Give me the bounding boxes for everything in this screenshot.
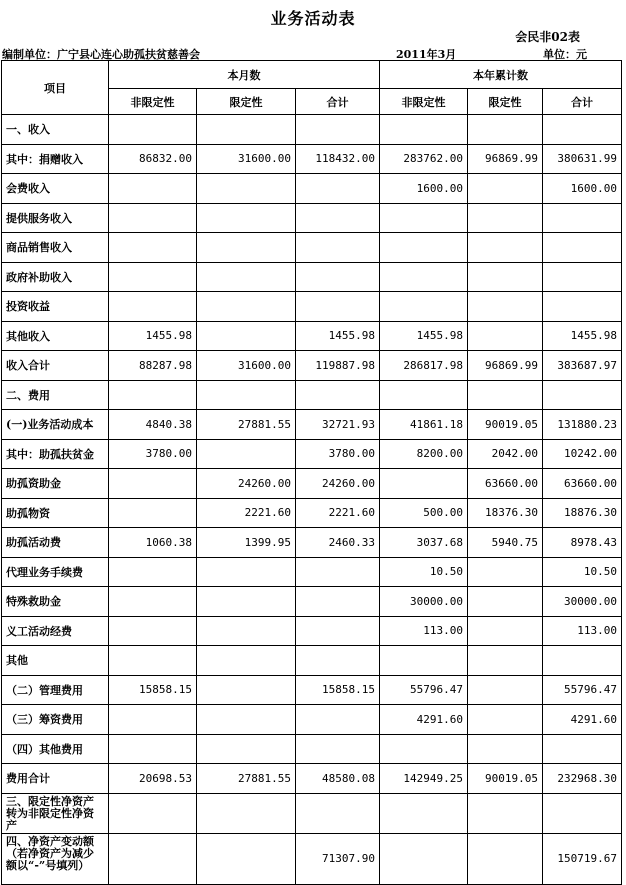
value-cell	[543, 793, 622, 833]
value-cell: 27881.55	[197, 410, 296, 440]
value-cell	[380, 646, 468, 676]
value-cell: 283762.00	[380, 144, 468, 174]
value-cell	[380, 833, 468, 884]
value-cell	[296, 380, 380, 410]
value-cell	[468, 734, 543, 764]
row-label: 助孤活动费	[2, 528, 109, 558]
value-cell: 48580.08	[296, 764, 380, 794]
value-cell	[543, 233, 622, 263]
value-cell: 41861.18	[380, 410, 468, 440]
value-cell: 383687.97	[543, 351, 622, 381]
row-label: （二）管理费用	[2, 675, 109, 705]
value-cell	[197, 292, 296, 322]
table-row	[2, 144, 622, 174]
column-header-total: 合计	[296, 89, 380, 115]
value-cell	[468, 380, 543, 410]
table-row	[2, 528, 622, 558]
value-cell	[380, 380, 468, 410]
column-header-unrestricted: 非限定性	[380, 89, 468, 115]
value-cell	[296, 646, 380, 676]
value-cell: 10.50	[380, 557, 468, 587]
table-body	[2, 115, 622, 885]
column-header-item: 项目	[2, 61, 109, 115]
value-cell: 18876.30	[543, 498, 622, 528]
value-cell	[109, 587, 197, 617]
value-cell	[468, 646, 543, 676]
value-cell	[468, 705, 543, 735]
value-cell	[197, 616, 296, 646]
table-row	[2, 351, 622, 381]
currency-unit: 单位：元	[543, 48, 587, 61]
report-date: 2011年3月	[396, 48, 457, 61]
value-cell	[197, 380, 296, 410]
value-cell: 1060.38	[109, 528, 197, 558]
value-cell	[296, 203, 380, 233]
value-cell	[468, 115, 543, 145]
value-cell	[543, 734, 622, 764]
value-cell: 15858.15	[109, 675, 197, 705]
value-cell	[109, 616, 197, 646]
value-cell: 20698.53	[109, 764, 197, 794]
value-cell: 150719.67	[543, 833, 622, 884]
value-cell: 5940.75	[468, 528, 543, 558]
value-cell	[197, 115, 296, 145]
table-row	[2, 262, 622, 292]
row-label: 其他	[2, 646, 109, 676]
value-cell	[296, 233, 380, 263]
value-cell: 118432.00	[296, 144, 380, 174]
table-row	[2, 174, 622, 204]
row-label: 助孤资助金	[2, 469, 109, 499]
row-label: 助孤物资	[2, 498, 109, 528]
column-group-this-month: 本月数	[109, 61, 380, 89]
value-cell: 2042.00	[468, 439, 543, 469]
value-cell	[109, 262, 197, 292]
value-cell	[109, 174, 197, 204]
value-cell	[543, 115, 622, 145]
value-cell	[197, 174, 296, 204]
value-cell: 131880.23	[543, 410, 622, 440]
value-cell	[380, 469, 468, 499]
value-cell	[468, 292, 543, 322]
value-cell	[468, 262, 543, 292]
value-cell: 63660.00	[543, 469, 622, 499]
value-cell	[197, 262, 296, 292]
table-row	[2, 410, 622, 440]
value-cell: 1399.95	[197, 528, 296, 558]
value-cell: 1600.00	[543, 174, 622, 204]
value-cell: 96869.99	[468, 351, 543, 381]
value-cell: 24260.00	[197, 469, 296, 499]
value-cell	[109, 203, 197, 233]
table-row	[2, 833, 622, 884]
value-cell: 3780.00	[109, 439, 197, 469]
value-cell: 1600.00	[380, 174, 468, 204]
row-label: 投资收益	[2, 292, 109, 322]
value-cell	[197, 233, 296, 263]
row-label: 代理业务手续费	[2, 557, 109, 587]
value-cell	[296, 705, 380, 735]
value-cell: 3037.68	[380, 528, 468, 558]
value-cell	[468, 233, 543, 263]
value-cell	[468, 793, 543, 833]
value-cell: 2221.60	[296, 498, 380, 528]
value-cell: 4291.60	[543, 705, 622, 735]
value-cell: 113.00	[380, 616, 468, 646]
value-cell	[109, 833, 197, 884]
table-row	[2, 203, 622, 233]
row-label: 收入合计	[2, 351, 109, 381]
value-cell	[109, 646, 197, 676]
value-cell	[197, 793, 296, 833]
value-cell	[380, 115, 468, 145]
row-label: 四、净资产变动额（若净资产为减少额以“-”号填列）	[2, 833, 109, 884]
row-label: （四）其他费用	[2, 734, 109, 764]
value-cell: 500.00	[380, 498, 468, 528]
value-cell: 10.50	[543, 557, 622, 587]
value-cell: 24260.00	[296, 469, 380, 499]
value-cell	[543, 646, 622, 676]
value-cell: 8978.43	[543, 528, 622, 558]
column-header-total: 合计	[543, 89, 622, 115]
column-header-restricted: 限定性	[468, 89, 543, 115]
value-cell	[296, 587, 380, 617]
value-cell	[296, 616, 380, 646]
value-cell	[543, 262, 622, 292]
value-cell: 96869.99	[468, 144, 543, 174]
row-label: 费用合计	[2, 764, 109, 794]
value-cell	[296, 262, 380, 292]
value-cell: 18376.30	[468, 498, 543, 528]
table-row	[2, 557, 622, 587]
value-cell: 4291.60	[380, 705, 468, 735]
value-cell: 55796.47	[543, 675, 622, 705]
value-cell	[197, 734, 296, 764]
table-row	[2, 292, 622, 322]
value-cell	[380, 203, 468, 233]
value-cell	[468, 174, 543, 204]
value-cell: 71307.90	[296, 833, 380, 884]
table-row	[2, 115, 622, 145]
row-label: 商品销售收入	[2, 233, 109, 263]
activity-statement-table	[1, 60, 622, 885]
value-cell	[197, 646, 296, 676]
value-cell	[109, 233, 197, 263]
value-cell	[543, 380, 622, 410]
value-cell: 30000.00	[380, 587, 468, 617]
table-row	[2, 764, 622, 794]
row-label: 义工活动经费	[2, 616, 109, 646]
value-cell: 32721.93	[296, 410, 380, 440]
value-cell	[109, 115, 197, 145]
value-cell	[109, 380, 197, 410]
value-cell	[543, 292, 622, 322]
row-label: 三、限定性净资产转为非限定性净资产	[2, 793, 109, 833]
value-cell: 1455.98	[296, 321, 380, 351]
row-label: 会费收入	[2, 174, 109, 204]
row-label: 特殊救助金	[2, 587, 109, 617]
value-cell: 15858.15	[296, 675, 380, 705]
report-title: 业务活动表	[270, 9, 356, 28]
value-cell: 55796.47	[380, 675, 468, 705]
value-cell	[197, 705, 296, 735]
value-cell: 88287.98	[109, 351, 197, 381]
row-label: （三）筹资费用	[2, 705, 109, 735]
value-cell	[109, 705, 197, 735]
value-cell: 8200.00	[380, 439, 468, 469]
value-cell	[468, 587, 543, 617]
value-cell	[296, 557, 380, 587]
value-cell: 10242.00	[543, 439, 622, 469]
reporting-entity: 编制单位：广宁县心连心助孤扶贫慈善会	[2, 48, 200, 61]
table-row	[2, 380, 622, 410]
value-cell	[380, 292, 468, 322]
value-cell: 2460.33	[296, 528, 380, 558]
value-cell: 27881.55	[197, 764, 296, 794]
column-header-unrestricted: 非限定性	[109, 89, 197, 115]
value-cell: 63660.00	[468, 469, 543, 499]
value-cell	[296, 734, 380, 764]
table-row	[2, 321, 622, 351]
value-cell: 286817.98	[380, 351, 468, 381]
row-label: 其他收入	[2, 321, 109, 351]
value-cell	[109, 292, 197, 322]
table-row	[2, 793, 622, 833]
table-row	[2, 705, 622, 735]
value-cell	[468, 616, 543, 646]
value-cell	[468, 321, 543, 351]
value-cell: 90019.05	[468, 764, 543, 794]
value-cell	[380, 233, 468, 263]
value-cell: 31600.00	[197, 144, 296, 174]
row-label: 其中：捐赠收入	[2, 144, 109, 174]
form-code: 会民非02表	[515, 30, 580, 44]
value-cell: 31600.00	[197, 351, 296, 381]
table-row	[2, 675, 622, 705]
value-cell	[296, 115, 380, 145]
value-cell	[197, 203, 296, 233]
row-label: 其中：助孤扶贫金	[2, 439, 109, 469]
value-cell: 4840.38	[109, 410, 197, 440]
value-cell: 232968.30	[543, 764, 622, 794]
value-cell	[109, 498, 197, 528]
value-cell: 1455.98	[543, 321, 622, 351]
row-label: 政府补助收入	[2, 262, 109, 292]
value-cell: 90019.05	[468, 410, 543, 440]
value-cell	[109, 557, 197, 587]
table-row	[2, 498, 622, 528]
row-label: 二、费用	[2, 380, 109, 410]
value-cell	[197, 587, 296, 617]
value-cell	[197, 321, 296, 351]
table-row	[2, 646, 622, 676]
column-header-restricted: 限定性	[197, 89, 296, 115]
value-cell	[197, 557, 296, 587]
value-cell	[109, 734, 197, 764]
value-cell	[468, 833, 543, 884]
value-cell	[296, 793, 380, 833]
value-cell	[197, 439, 296, 469]
value-cell: 142949.25	[380, 764, 468, 794]
value-cell: 86832.00	[109, 144, 197, 174]
value-cell: 1455.98	[109, 321, 197, 351]
value-cell	[197, 675, 296, 705]
value-cell	[109, 469, 197, 499]
table-row	[2, 616, 622, 646]
value-cell: 1455.98	[380, 321, 468, 351]
value-cell	[468, 203, 543, 233]
value-cell	[468, 557, 543, 587]
value-cell	[468, 675, 543, 705]
table-row	[2, 734, 622, 764]
value-cell	[296, 292, 380, 322]
table-row	[2, 587, 622, 617]
value-cell	[296, 174, 380, 204]
table-row	[2, 233, 622, 263]
value-cell: 380631.99	[543, 144, 622, 174]
value-cell: 30000.00	[543, 587, 622, 617]
value-cell	[109, 793, 197, 833]
row-label: 提供服务收入	[2, 203, 109, 233]
value-cell: 2221.60	[197, 498, 296, 528]
row-label: 一、收入	[2, 115, 109, 145]
table-row	[2, 469, 622, 499]
value-cell: 119887.98	[296, 351, 380, 381]
table-row	[2, 439, 622, 469]
value-cell	[380, 734, 468, 764]
column-group-year-to-date: 本年累计数	[380, 61, 622, 89]
value-cell	[197, 833, 296, 884]
value-cell: 113.00	[543, 616, 622, 646]
value-cell	[380, 793, 468, 833]
value-cell	[380, 262, 468, 292]
value-cell: 3780.00	[296, 439, 380, 469]
row-label: (一)业务活动成本	[2, 410, 109, 440]
value-cell	[543, 203, 622, 233]
